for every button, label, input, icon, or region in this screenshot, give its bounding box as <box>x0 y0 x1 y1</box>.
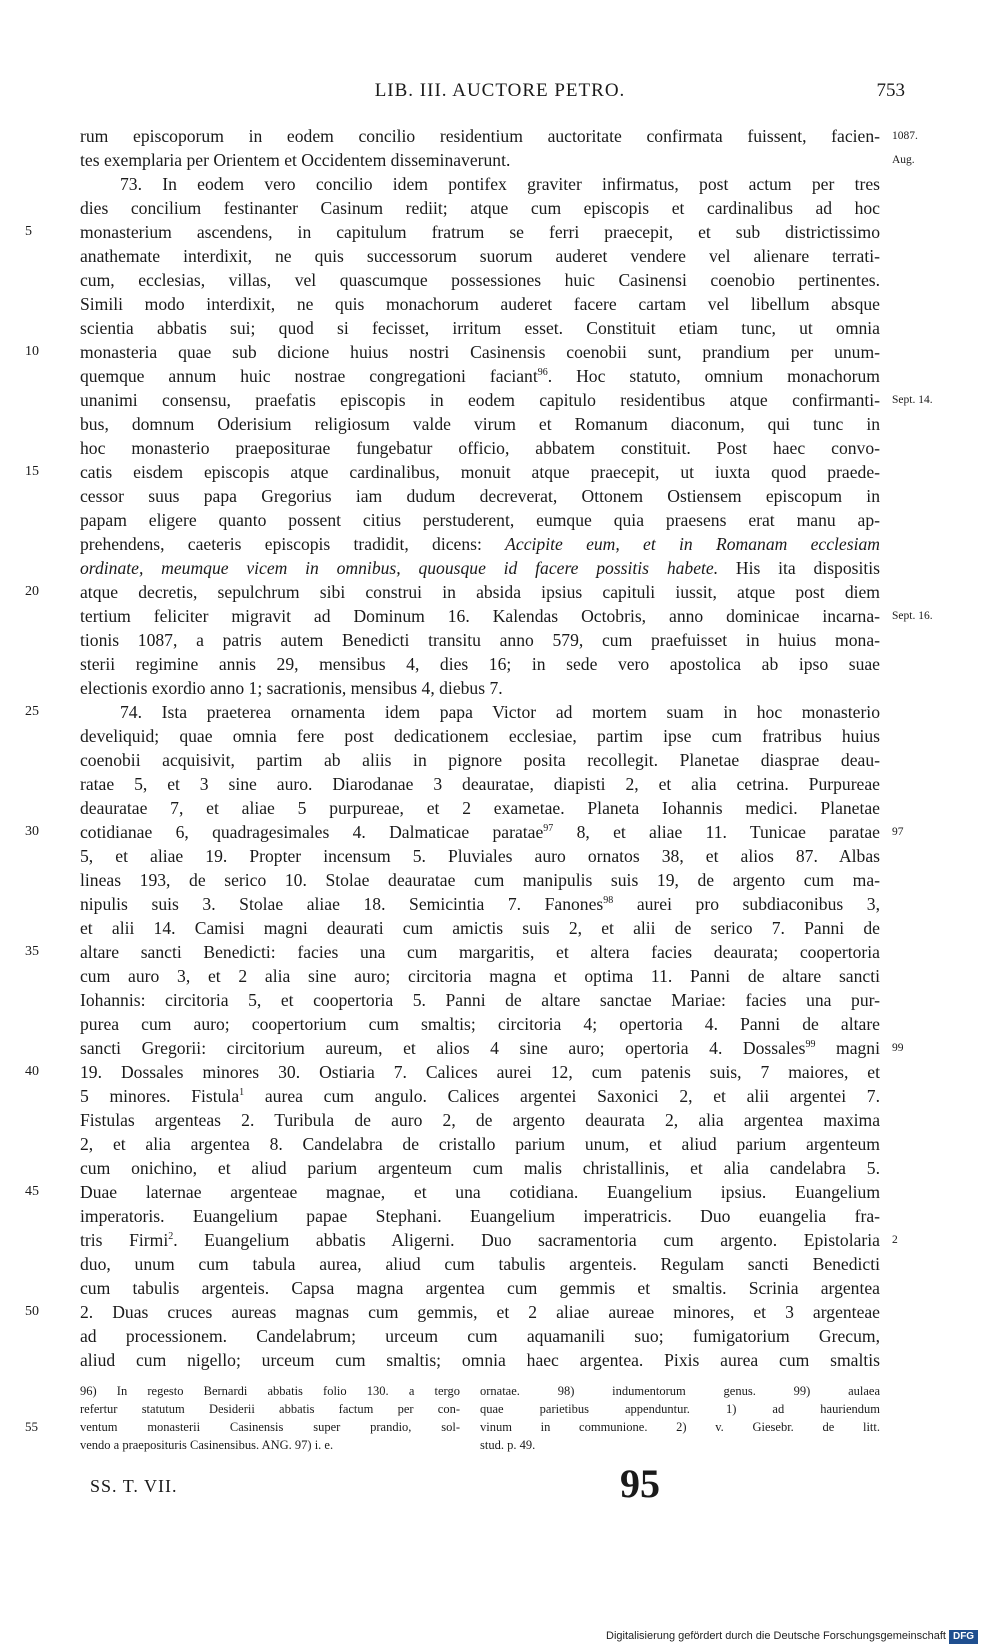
text-line <box>80 388 880 412</box>
line-number: 50 <box>25 1304 39 1319</box>
text-line <box>80 1252 880 1276</box>
line-text: hoc monasterio praepositurae fungebatur officio, abbatem constituit. Post haec convo- <box>80 438 880 458</box>
text-line <box>80 1108 880 1132</box>
line-text: 73. In eodem vero concilio idem pontifex graviter infirmatus, post actum per tres <box>120 174 880 194</box>
line-text: atque decretis, sepulchrum sibi construi in absida ipsius capituli iussit, atque post diem <box>80 582 880 602</box>
margin-note: Sept. 14. <box>892 394 933 406</box>
line-text: develiquid; quae omnia fere post dedicationem ecclesiae, partim ipse cum fratribus huius <box>80 726 880 746</box>
line-text: nipulis suis 3. Stolae aliae 18. Semicintia 7. Fanones$^{98}$ aurei pro subdiaconibus 3, <box>80 894 880 914</box>
line-text: ordinate, meumque vicem in omnibus, quousque id facere possitis habete. His ita dispositis <box>80 558 880 578</box>
line-text: deauratae 7, et aliae 5 purpureae, et 2 exametae. Planeta Iohannis medici. Planetae <box>80 798 880 818</box>
line-text: ratae 5, et 3 sine auro. Diarodanae 3 deauratae, diapisti 2, et alia cetrina. Purpureae <box>80 774 880 794</box>
line-text: 5, et aliae 19. Propter incensum 5. Pluviales auro ornatos 38, et alios 87. Albas <box>80 846 880 866</box>
dfg-logo: DFG <box>949 1630 978 1644</box>
text-line <box>25 1060 880 1084</box>
footnote-line: quae parietibus appenduntur. 1) ad hauriendum <box>480 1402 880 1416</box>
footnotes <box>25 1382 880 1482</box>
footnote-line <box>80 1382 460 1400</box>
text-line <box>80 148 880 172</box>
text-line <box>80 772 880 796</box>
line-text: 2. Duas cruces aureas magnas cum gemmis, et 2 aliae aureae minores, et 3 argenteae <box>80 1302 880 1322</box>
text-line <box>80 844 880 868</box>
line-text: 74. Ista praeterea ornamenta idem papa Victor ad mortem suam in hoc monasterio <box>120 702 880 722</box>
text-line <box>80 508 880 532</box>
line-text: dies concilium festinanter Casinum rediit; atque cum episcopis et cardinalibus ad hoc <box>80 198 880 218</box>
text-line <box>25 460 880 484</box>
text-line <box>80 1204 880 1228</box>
line-text: Simili modo interdixit, ne quis monachorum auderet facere cartam vel libellum absque <box>80 294 880 314</box>
line-text: ad processionem. Candelabrum; urceum cum aquamanili suo; fumigatorium Grecum, <box>80 1326 880 1346</box>
line-text: bus, domnum Oderisium religiosum valde virum et Romanum diaconum, qui tunc in <box>80 414 880 434</box>
text-line <box>80 532 880 556</box>
line-text: anathemate interdixit, ne quis successorum suorum auderet vendere vel alienare terrati- <box>80 246 880 266</box>
line-text: 5 minores. Fistula$^1$ aurea cum angulo. Calices argentei Saxonici 2, et alii argentei 7. <box>80 1086 881 1106</box>
sheet-number: 95 <box>620 1461 660 1506</box>
text-line <box>80 268 880 292</box>
line-text: Fistulas argenteas 2. Turibula de auro 2, de argento deaurata 2, alia argentea maxima <box>80 1110 880 1130</box>
line-number: 45 <box>25 1184 39 1199</box>
page-header <box>0 80 1000 110</box>
footnote-line <box>80 1436 460 1454</box>
footnotes-left-column <box>25 1382 460 1454</box>
line-text: prehendens, caeteris episcopis tradidit, dicens: Accipite eum, et in Romanam ecclesiam <box>80 534 880 554</box>
margin-note: Aug. <box>892 154 915 166</box>
line-text: aliud cum nigello; urceum cum smaltis; omnia haec argentea. Pixis aurea cum smaltis <box>80 1350 880 1370</box>
text-line <box>80 1036 880 1060</box>
line-text: cessor suus papa Gregorius iam dudum decreverat, Ottonem Ostiensem episcopum in <box>80 486 880 506</box>
margin-note: 1087. <box>892 130 918 142</box>
line-text: cum, ecclesias, villas, vel quascumque possessiones huic Casinensi coenobio pertinentes. <box>80 270 880 290</box>
text-line <box>80 172 880 196</box>
line-number: 30 <box>25 824 39 839</box>
line-number: 35 <box>25 944 39 959</box>
text-line <box>25 1300 880 1324</box>
line-text: monasteria quae sub dicione huius nostri Casinensis coenobii sunt, prandium per unum- <box>80 342 880 362</box>
funding-text: Digitalisierung gefördert durch die Deutsche Forschungsgemeinschaft <box>606 1630 946 1642</box>
line-number: 5 <box>25 224 32 239</box>
margin-note: 97 <box>892 826 904 838</box>
line-text: tris Firmi$^2$. Euangelium abbatis Aligerni. Duo sacramentoria cum argento. Epistolaria <box>80 1230 880 1250</box>
line-text: 2, et alia argentea 8. Candelabra de cristallo parium unum, et aliud parium argenteum <box>80 1134 880 1154</box>
line-text: cotidianae 6, quadragesimales 4. Dalmaticae paratae$^{97}$ 8, et aliae 11. Tunicae paratae <box>80 822 880 842</box>
margin-note: Sept. 16. <box>892 610 933 622</box>
text-line <box>80 748 880 772</box>
line-number: 15 <box>25 464 39 479</box>
text-line <box>80 1156 880 1180</box>
text-line <box>25 820 880 844</box>
text-line <box>80 316 880 340</box>
line-text: sterii regimine annis 29, mensibus 4, dies 16; in sede vero apostolica ab ipso suae <box>80 654 880 674</box>
line-text: catis eisdem episcopis atque cardinalibus, monuit atque praecepit, ut iuxta quod praede- <box>80 462 880 482</box>
footnote-line: ornatae. 98) indumentorum genus. 99) aulaea <box>480 1384 880 1398</box>
text-line <box>80 652 880 676</box>
footnote-line <box>25 1418 460 1436</box>
funding-footer <box>606 1628 978 1644</box>
footnote-text: 96) In regesto Bernardi abbatis folio 130. a tergo <box>80 1384 460 1398</box>
margin-note: 2 <box>892 1234 898 1246</box>
text-line <box>80 1276 880 1300</box>
text-line <box>80 964 880 988</box>
line-text: 19. Dossales minores 30. Ostiaria 7. Calices aurei 12, cum patenis suis, 7 maiores, et <box>80 1062 880 1082</box>
text-line <box>80 196 880 220</box>
page-number: 753 <box>876 80 905 101</box>
line-text: tes exemplaria per Orientem et Occidentem disseminaverunt. <box>80 150 511 170</box>
text-line <box>25 220 880 244</box>
text-line <box>80 724 880 748</box>
text-line <box>80 412 880 436</box>
text-line <box>80 1084 880 1108</box>
text-line <box>80 364 880 388</box>
line-text: cum tabulis argenteis. Capsa magna argentea cum gemmis et smaltis. Scrinia argentea <box>80 1278 880 1298</box>
running-title: LIB. III. AUCTORE PETRO. <box>374 80 626 101</box>
line-text: duo, unum cum tabula aurea, aliud cum tabulis argenteis. Regulam sancti Benedicti <box>80 1254 880 1274</box>
footnotes-right-column <box>480 1382 880 1454</box>
footnote-text: vendo a praeposituris Casinensibus. ANG. 97) i. e. <box>80 1438 334 1452</box>
text-line <box>25 580 880 604</box>
text-line <box>80 628 880 652</box>
text-line <box>80 124 880 148</box>
text-line <box>80 1228 880 1252</box>
line-text: tionis 1087, a patris autem Benedicti transitu anno 579, cum praefuisset in huius mona- <box>80 630 880 650</box>
text-line <box>80 1324 880 1348</box>
footnote-line <box>80 1400 460 1418</box>
line-text: unanimi consensu, praefatis episcopis in eodem capitulo residentibus atque confirmanti- <box>80 390 880 410</box>
text-line <box>25 340 880 364</box>
text-line <box>80 604 880 628</box>
line-number: 40 <box>25 1064 39 1079</box>
line-number: 55 <box>25 1419 38 1434</box>
text-line <box>80 556 880 580</box>
text-line <box>80 892 880 916</box>
line-text: coenobii acquisivit, partim ab aliis in pignore posita recollegit. Planetae diasprae deau- <box>80 750 880 770</box>
text-line <box>80 1012 880 1036</box>
footnote-line: vinum in communione. 2) v. Giesebr. de litt. <box>480 1420 880 1434</box>
line-text: quemque annum huic nostrae congregationi faciant$^{96}$. Hoc statuto, omnium monachorum <box>80 366 880 386</box>
text-line <box>80 988 880 1012</box>
line-text: altare sancti Benedicti: facies una cum margaritis, et altera facies deaurata; coopertoria <box>80 942 880 962</box>
text-line <box>80 796 880 820</box>
line-text: electionis exordio anno 1; sacrationis, mensibus 4, diebus 7. <box>80 678 503 698</box>
footnote-line: stud. p. 49. <box>480 1438 536 1452</box>
line-number: 25 <box>25 704 39 719</box>
footnote-text: refertur statutum Desiderii abbatis factum per con- <box>80 1402 460 1416</box>
text-line <box>25 940 880 964</box>
line-text: monasterium ascendens, in capitulum fratrum se ferri praecepit, et sub districtissimo <box>80 222 880 242</box>
line-text: cum auro 3, et 2 alia sine auro; circitoria magna et optima 11. Panni de altare sancti <box>80 966 880 986</box>
text-line <box>25 700 880 724</box>
line-text: lineas 193, de serico 10. Stolae deauratae cum manipulis suis 19, de argento cum ma- <box>80 870 880 890</box>
line-text: cum onichino, et aliud parium argenteum cum malis christallinis, et alia candelabra 5. <box>80 1158 880 1178</box>
text-line <box>80 436 880 460</box>
text-line <box>80 292 880 316</box>
line-text: papam eligere quanto possent citius perstuderent, eumque quia praesens erat manu ap- <box>80 510 880 530</box>
text-line <box>80 1132 880 1156</box>
line-number: 20 <box>25 584 39 599</box>
footnote-text: ventum monasterii Casinensis super prandio, sol- <box>80 1420 460 1434</box>
text-line <box>25 1180 880 1204</box>
line-text: tertium feliciter migravit ad Dominum 16. Kalendas Octobris, anno dominicae incarna- <box>80 606 880 626</box>
line-text: purea cum auro; coopertorium cum smaltis; circitoria 4; opertoria 4. Panni de altare <box>80 1014 880 1034</box>
text-line <box>80 916 880 940</box>
main-text <box>25 124 933 1372</box>
text-line <box>80 868 880 892</box>
line-text: et alii 14. Camisi magni deaurati cum amictis suis 2, et alii de serico 7. Panni de <box>80 918 880 938</box>
line-text: imperatoris. Euangelium papae Stephani. Euangelium imperatricis. Duo euangelia fra- <box>80 1206 880 1226</box>
text-line <box>80 244 880 268</box>
volume-signature: SS. T. VII. <box>90 1476 178 1496</box>
line-text: sancti Gregorii: circitorium aureum, et alios 4 sine auro; opertoria 4. Dossales$^{99}$ magni <box>80 1038 880 1058</box>
line-text: rum episcoporum in eodem concilio residentium auctoritate confirmata fuissent, facien- <box>80 126 880 146</box>
line-text: Duae laternae argenteae magnae, et una cotidiana. Euangelium ipsius. Euangelium <box>80 1182 880 1202</box>
line-text: Iohannis: circitoria 5, et coopertoria 5. Panni de altare sanctae Mariae: facies una pur- <box>80 990 880 1010</box>
line-text: scientia abbatis sui; quod si fecisset, irritum esset. Constituit etiam tunc, ut omnia <box>80 318 880 338</box>
text-line <box>80 1348 880 1372</box>
text-line <box>80 676 880 700</box>
text-line <box>80 484 880 508</box>
line-number: 10 <box>25 344 39 359</box>
margin-note: 99 <box>892 1042 904 1054</box>
